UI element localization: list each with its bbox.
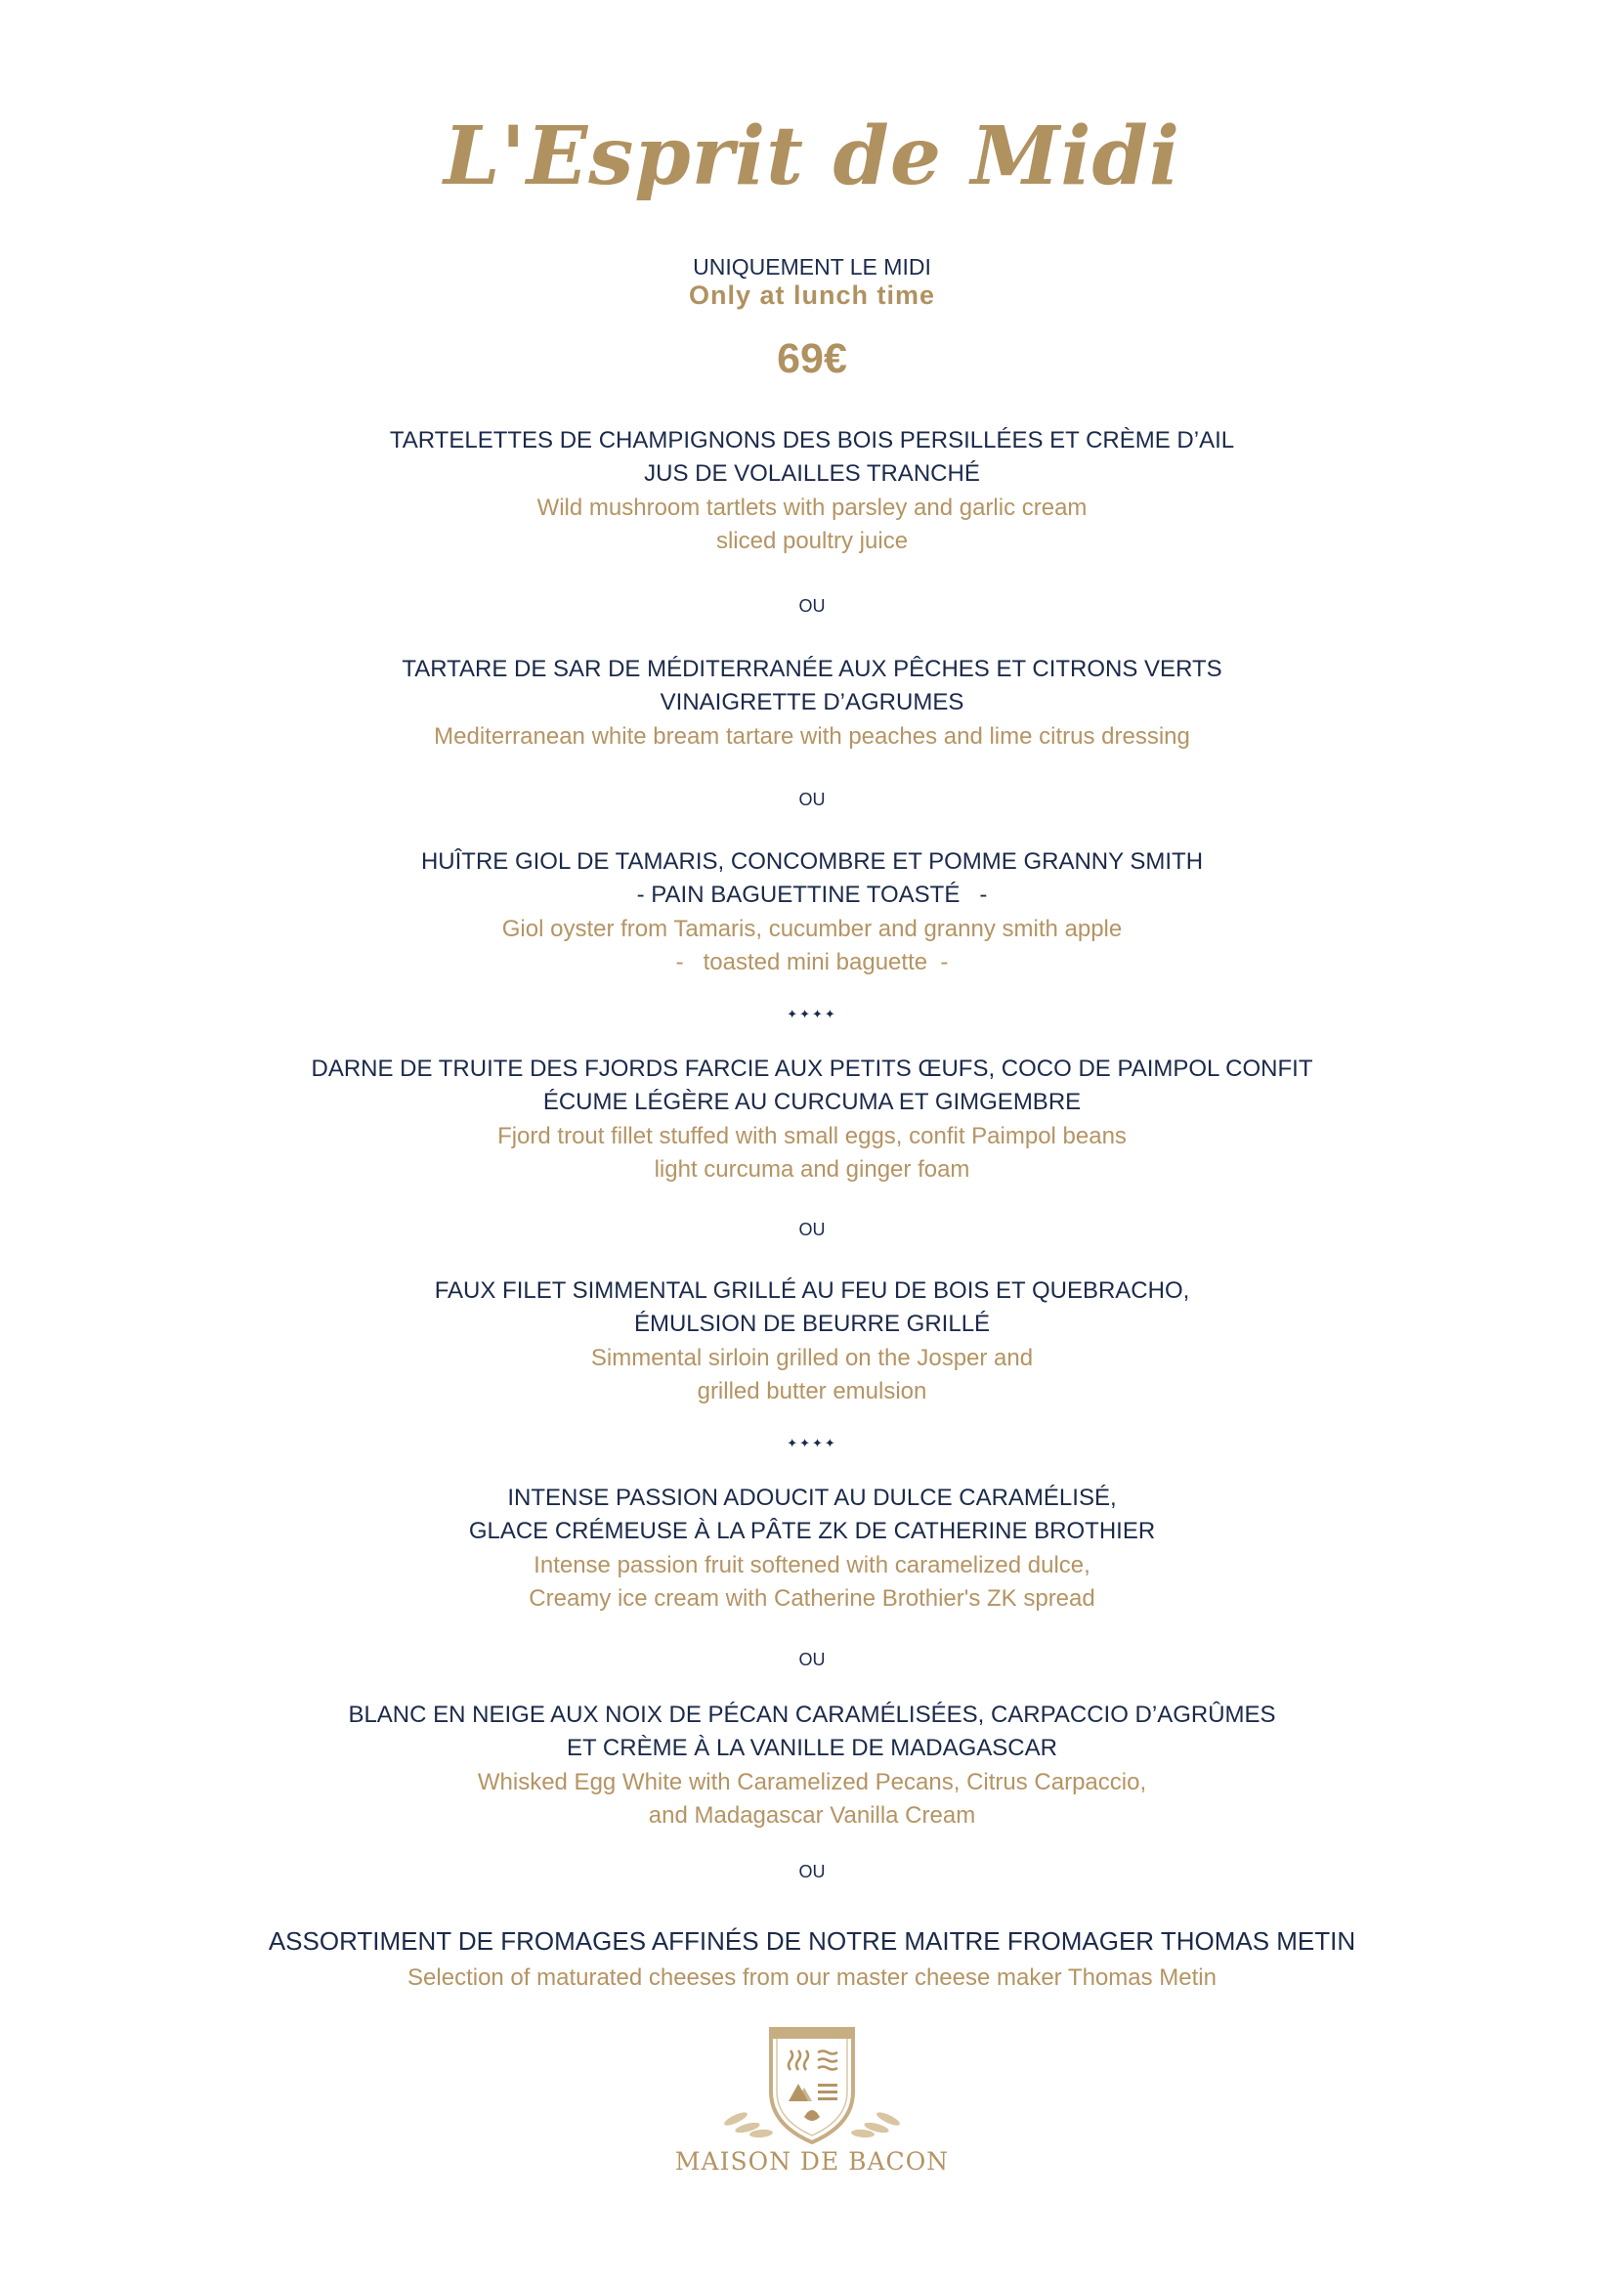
dessert-2-en-line-1: Whisked Egg White with Caramelized Pecans, Citrus Carpaccio, bbox=[477, 1769, 1147, 1795]
starter-2-fr-line-1: TARTARE DE SAR DE MÉDITERRANÉE AUX PÊCHES ET CITRONS VERTS bbox=[402, 656, 1222, 682]
dessert-2-fr-line-1: BLANC EN NEIGE AUX NOIX DE PÉCAN CARAMÉLISÉES, CARPACCIO D’AGRÛMES bbox=[348, 1702, 1276, 1728]
starter-3-fr-line-2: - PAIN BAGUETTINE TOASTÉ - bbox=[636, 882, 988, 908]
main-2-fr-line-2: ÉMULSION DE BEURRE GRILLÉ bbox=[633, 1311, 991, 1337]
cheese-en: Selection of maturated cheeses from our master cheese maker Thomas Metin bbox=[407, 1964, 1217, 1991]
lunch-only-fr: UNIQUEMENT LE MIDI bbox=[693, 254, 931, 280]
crest-icon bbox=[714, 2023, 910, 2150]
or-divider: OU bbox=[798, 1220, 826, 1239]
dessert-1-en-line-1: Intense passion fruit softened with caramelized dulce, bbox=[534, 1552, 1090, 1578]
dessert-1-fr-line-2: GLACE CRÉMEUSE À LA PÂTE ZK DE CATHERINE BROTHIER bbox=[468, 1518, 1156, 1544]
starter-1-en-line-1: Wild mushroom tartlets with parsley and garlic cream bbox=[536, 495, 1088, 521]
or-divider: OU bbox=[798, 790, 826, 809]
main-2-fr-line-1: FAUX FILET SIMMENTAL GRILLÉ AU FEU DE BOIS ET QUEBRACHO, bbox=[434, 1277, 1190, 1304]
menu-price: 69€ bbox=[777, 335, 847, 382]
or-divider: OU bbox=[798, 1862, 826, 1881]
dessert-2-en-line-2: and Madagascar Vanilla Cream bbox=[648, 1802, 976, 1829]
or-divider: OU bbox=[798, 1650, 826, 1669]
main-1-en-line-1: Fjord trout fillet stuffed with small eggs, confit Paimpol beans bbox=[497, 1123, 1127, 1149]
main-1-en-line-2: light curcuma and ginger foam bbox=[654, 1156, 970, 1183]
main-2-en-line-2: grilled butter emulsion bbox=[697, 1378, 927, 1404]
course-separator: ✦✦✦✦ bbox=[787, 1007, 837, 1021]
starter-3-en-line-2: - toasted mini baguette - bbox=[675, 949, 949, 975]
starter-2-en-line-1: Mediterranean white bream tartare with peaches and lime citrus dressing bbox=[434, 723, 1190, 750]
main-1-fr-line-2: ÉCUME LÉGÈRE AU CURCUMA ET GIMGEMBRE bbox=[542, 1089, 1082, 1115]
course-separator: ✦✦✦✦ bbox=[787, 1436, 837, 1450]
dessert-1-fr-line-1: INTENSE PASSION ADOUCIT AU DULCE CARAMÉLISÉ, bbox=[507, 1485, 1117, 1511]
dessert-2-fr-line-2: ET CRÈME À LA VANILLE DE MADAGASCAR bbox=[567, 1735, 1057, 1761]
starter-3-en-line-1: Giol oyster from Tamaris, cucumber and granny smith apple bbox=[501, 916, 1123, 942]
starter-3-fr-line-1: HUÎTRE GIOL DE TAMARIS, CONCOMBRE ET POMME GRANNY SMITH bbox=[420, 848, 1204, 875]
dessert-1-en-line-2: Creamy ice cream with Catherine Brothier's ZK spread bbox=[529, 1585, 1095, 1612]
lunch-only-en: Only at lunch time bbox=[688, 280, 936, 310]
starter-1-en-line-2: sliced poultry juice bbox=[715, 528, 909, 554]
menu-title: L'Esprit de Midi bbox=[444, 109, 1180, 203]
main-2-en-line-1: Simmental sirloin grilled on the Josper and bbox=[590, 1345, 1034, 1371]
starter-1-fr-line-2: JUS DE VOLAILLES TRANCHÉ bbox=[644, 460, 980, 487]
cheese-fr: ASSORTIMENT DE FROMAGES AFFINÉS DE NOTRE MAITRE FROMAGER THOMAS METIN bbox=[268, 1926, 1356, 1956]
or-divider: OU bbox=[798, 596, 826, 616]
starter-2-fr-line-2: VINAIGRETTE D’AGRUMES bbox=[660, 689, 964, 715]
brand-name: MAISON DE BACON bbox=[674, 2147, 950, 2176]
main-1-fr-line-1: DARNE DE TRUITE DES FJORDS FARCIE AUX PETITS ŒUFS, COCO DE PAIMPOL CONFIT bbox=[311, 1056, 1313, 1082]
starter-1-fr-line-1: TARTELETTES DE CHAMPIGNONS DES BOIS PERSILLÉES ET CRÈME D’AIL bbox=[389, 427, 1235, 453]
